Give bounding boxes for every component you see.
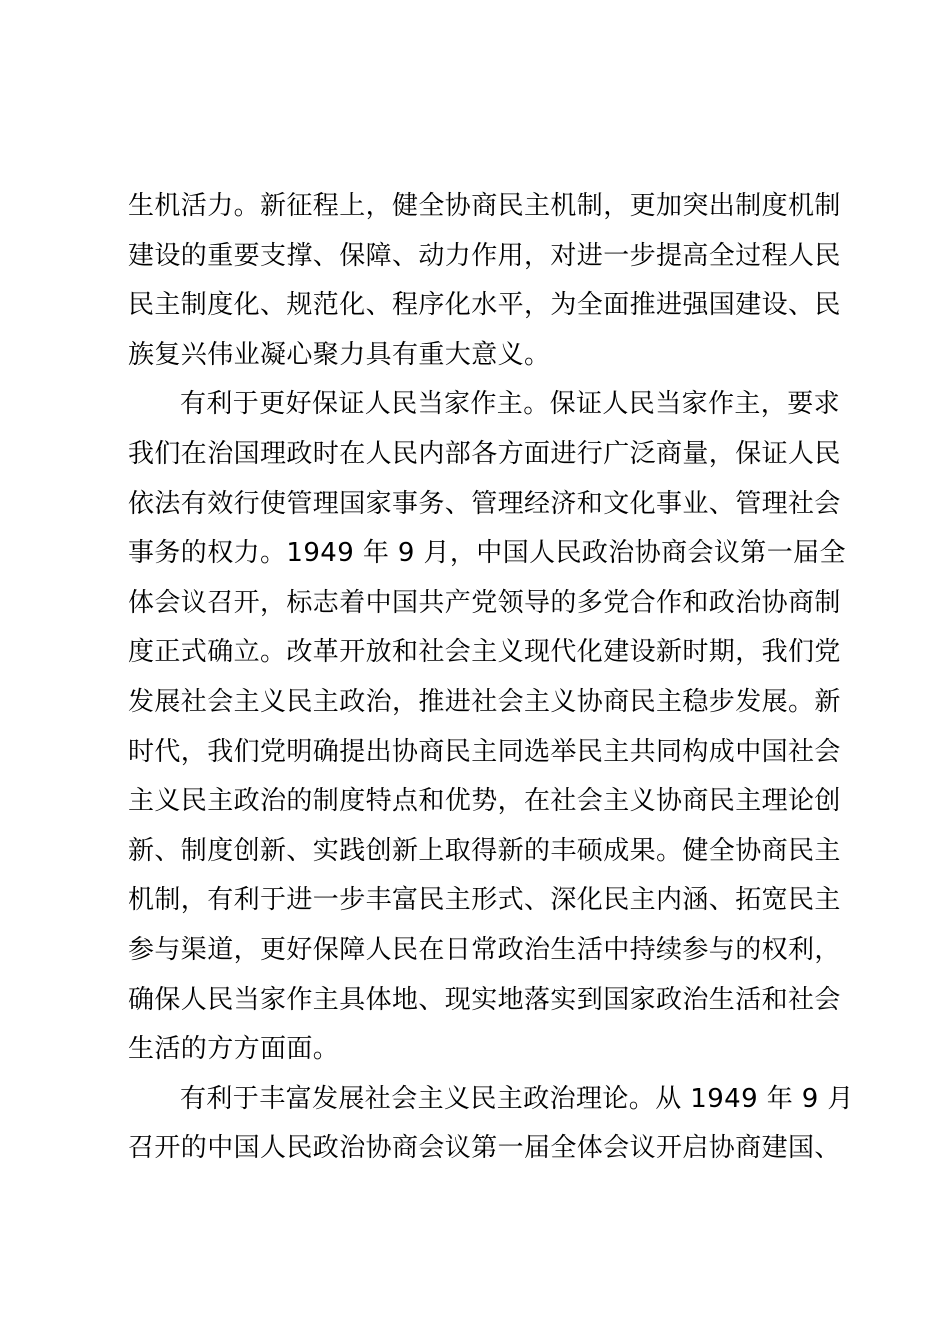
text-line: 度正式确立。改革开放和社会主义现代化建设新时期，我们党 (128, 637, 841, 668)
body-text (128, 182, 854, 1174)
text-line: 时代，我们党明确提出协商民主同选举民主共同构成中国社会 (128, 736, 841, 767)
text-line: 事务的权力。1949 年 9 月，中国人民政治协商会议第一届全 (128, 538, 846, 569)
text-line: 我们在治国理政时在人民内部各方面进行广泛商量，保证人民 (128, 438, 841, 469)
paragraph-start-line: 有利于丰富发展社会主义民主政治理论。从 1949 年 9 月 (180, 1083, 854, 1114)
text-line: 召开的中国人民政治协商会议第一届全体会议开启协商建国、 (128, 1133, 841, 1164)
text-line: 机制，有利于进一步丰富民主形式、深化民主内涵、拓宽民主 (128, 885, 841, 916)
text-line: 民主制度化、规范化、程序化水平，为全面推进强国建设、民 (128, 290, 841, 321)
text-line: 体会议召开，标志着中国共产党领导的多党合作和政治协商制 (128, 587, 841, 618)
text-line: 依法有效行使管理国家事务、管理经济和文化事业、管理社会 (128, 488, 841, 519)
paragraph-start-line: 有利于更好保证人民当家作主。保证人民当家作主，要求 (180, 389, 841, 420)
text-line: 生机活力。新征程上，健全协商民主机制，更加突出制度机制 (128, 191, 841, 221)
text-line: 主义民主政治的制度特点和优势，在社会主义协商民主理论创 (128, 786, 841, 817)
text-line: 建设的重要支撑、保障、动力作用，对进一步提高全过程人民 (128, 240, 841, 271)
text-line: 确保人民当家作主具体地、现实地落实到国家政治生活和社会 (128, 984, 841, 1015)
text-line: 发展社会主义民主政治，推进社会主义协商民主稳步发展。新 (128, 686, 841, 717)
text-line: 参与渠道，更好保障人民在日常政治生活中持续参与的权利， (128, 934, 841, 965)
text-line: 族复兴伟业凝心聚力具有重大意义。 (128, 339, 551, 370)
text-line: 新、制度创新、实践创新上取得新的丰硕成果。健全协商民主 (128, 835, 841, 866)
text-line: 生活的方方面面。 (128, 1034, 340, 1065)
